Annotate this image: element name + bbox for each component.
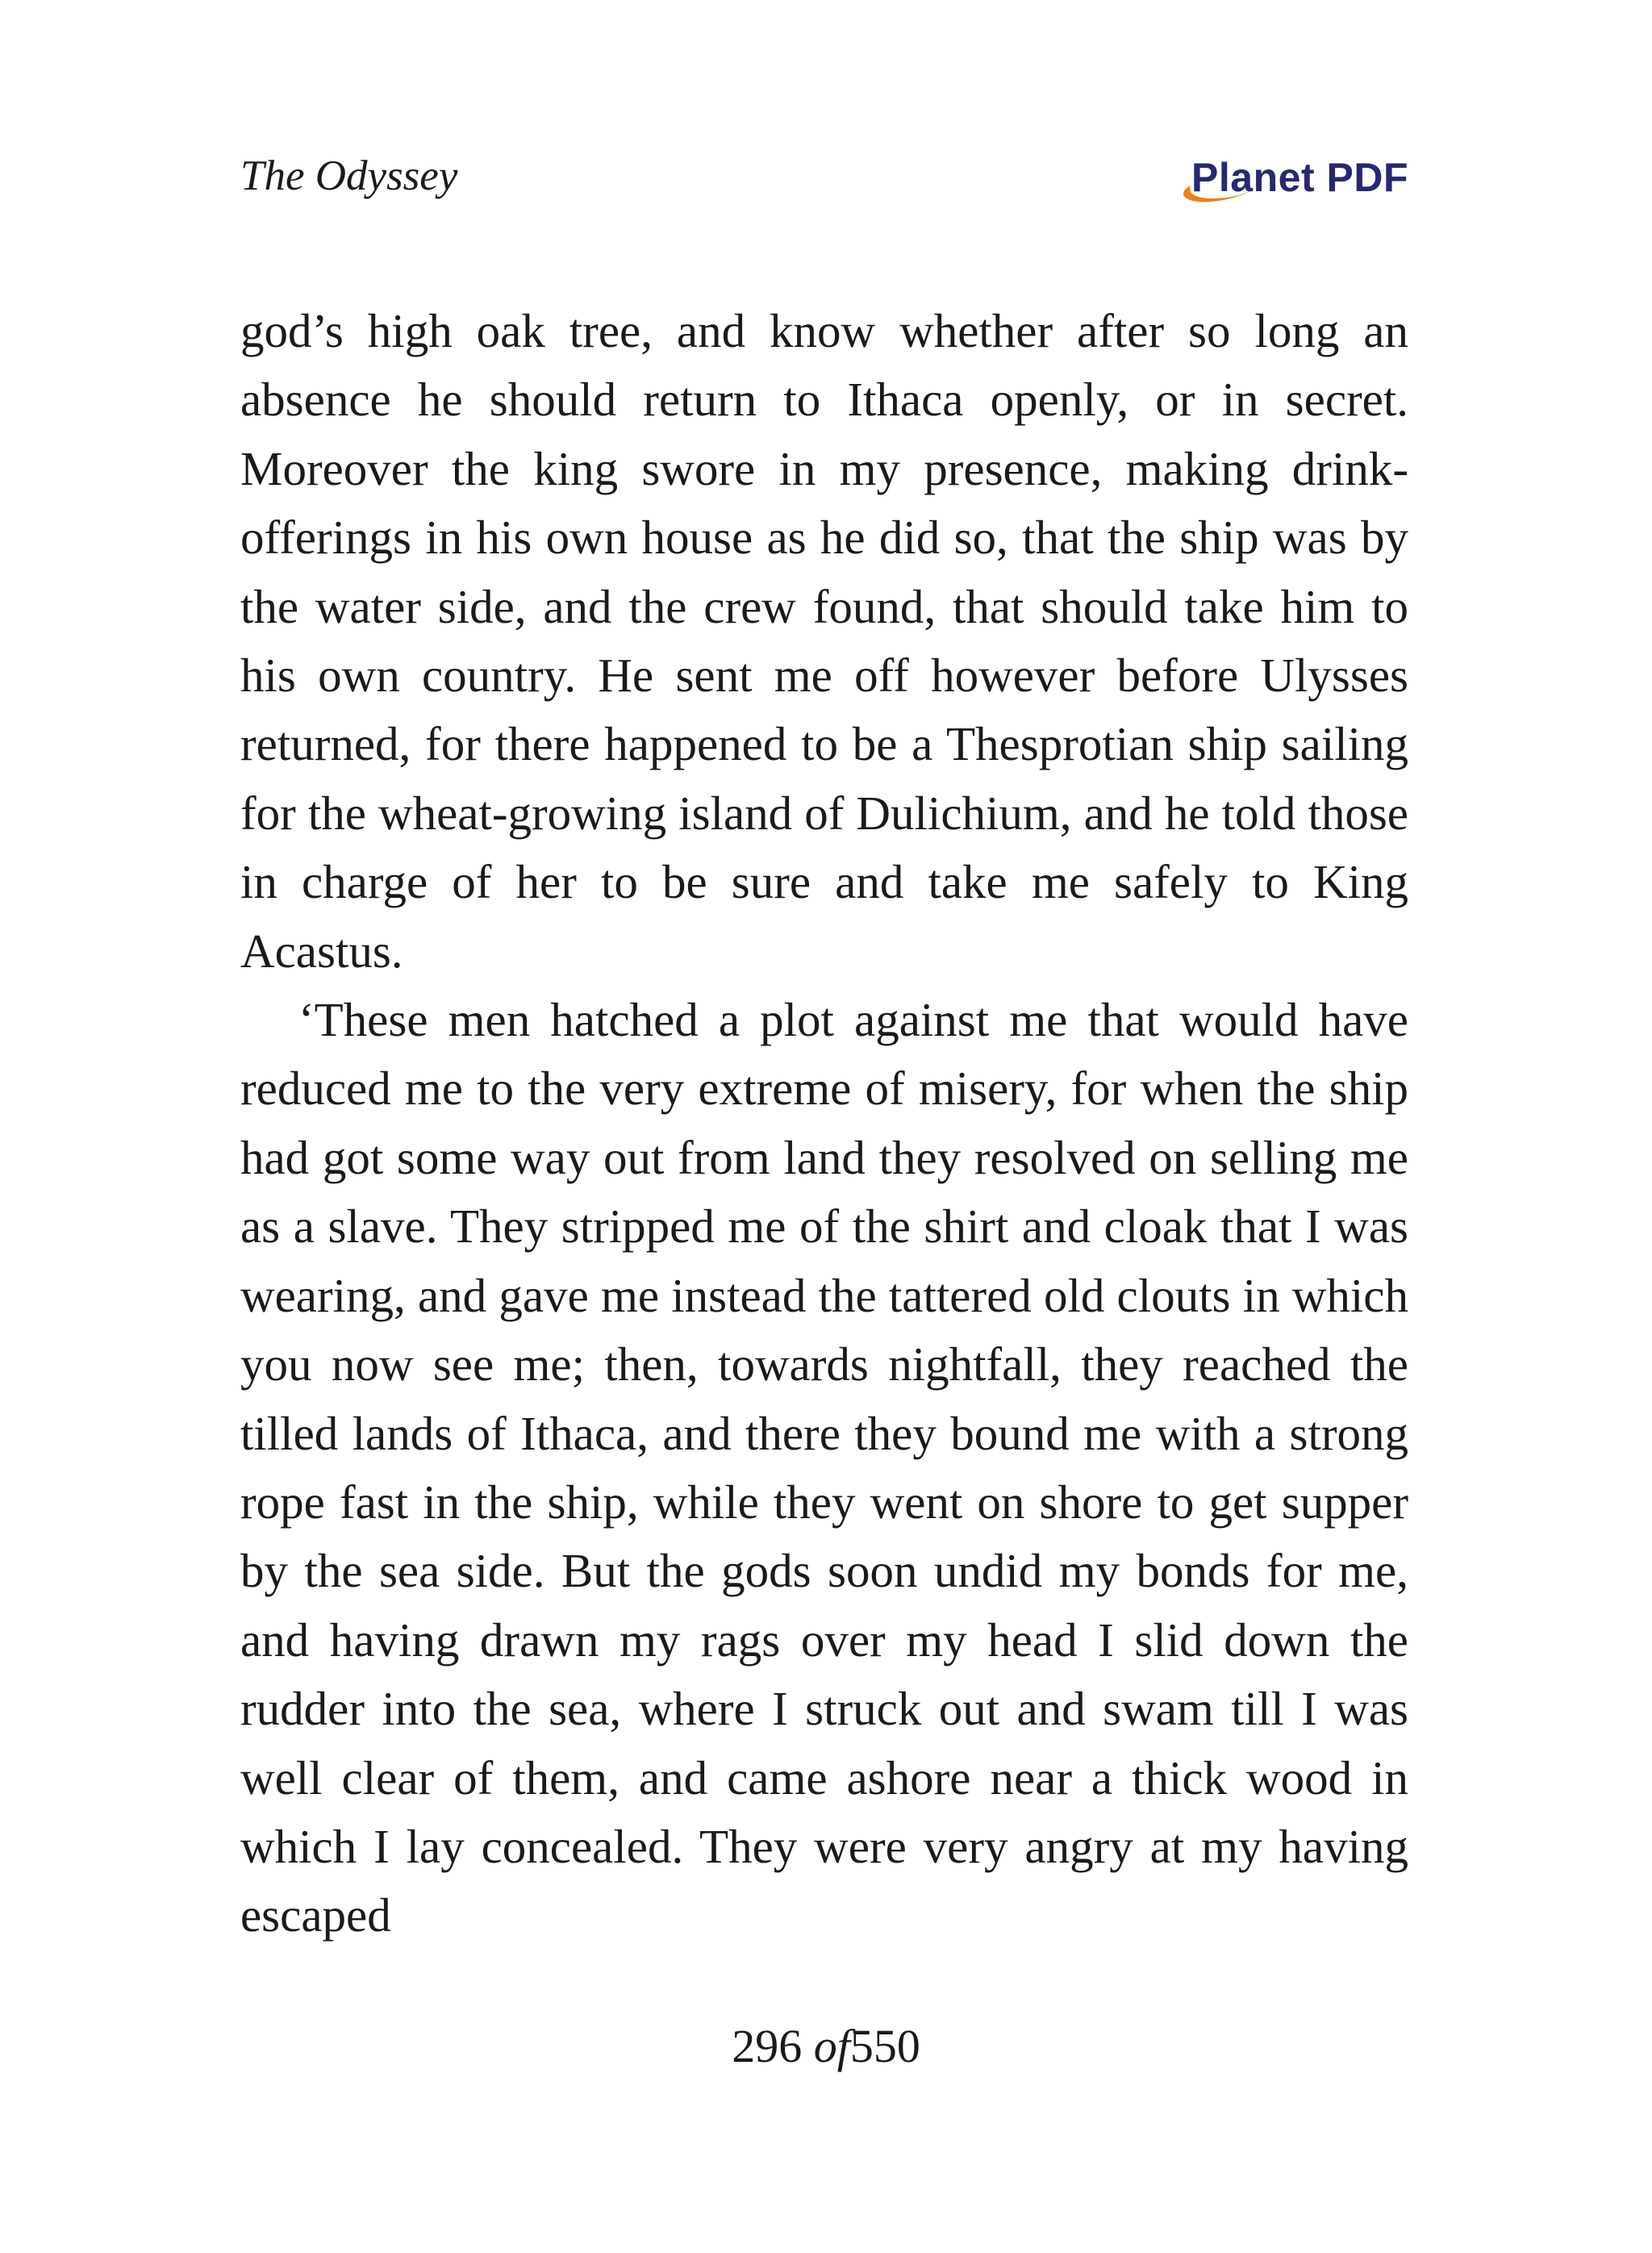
page-total: 550: [849, 2020, 920, 2072]
page-of-word: of: [813, 2020, 850, 2072]
page-header: [240, 150, 1408, 215]
planet-pdf-logo: [1166, 153, 1408, 210]
page-number: [0, 2018, 1652, 2075]
brand-name: Planet PDF: [1191, 155, 1408, 200]
paragraph: god’s high oak tree, and know whether after so long an absence he should return to Ithaca openly, or in secret. Moreover the king swore in my presence, making drink-offerings in his own house as he did so, that the ship was by the water side, and the crew found, that should take him to his own country. He sent me off however before Ulysses returned, for there happened to be a Thesprotian ship sailing for the wheat-growing island of Dulichium, and he told those in charge of her to be sure and take me safely to King Acastus.: [240, 304, 1408, 978]
running-title: The Odyssey: [240, 152, 458, 199]
body-text: [240, 297, 1408, 1951]
paragraph: ‘These men hatched a plot against me that would have reduced me to the very extreme of misery, for when the ship had got some way out from land they resolved on selling me as a slave. They stripped me of the shirt and cloak that I was wearing, and gave me instead the tattered old clouts in which you now see me; then, towards nightfall, they reached the tilled lands of Ithaca, and there they bound me with a strong rope fast in the ship, while they went on shore to get supper by the sea side. But the gods soon undid my bonds for me, and having drawn my rags over my head I slid down the rudder into the sea, where I struck out and swam till I was well clear of them, and came ashore near a thick wood in which I lay concealed. They were very angry at my having escaped: [240, 993, 1408, 1942]
page-current: 296: [732, 2020, 803, 2072]
